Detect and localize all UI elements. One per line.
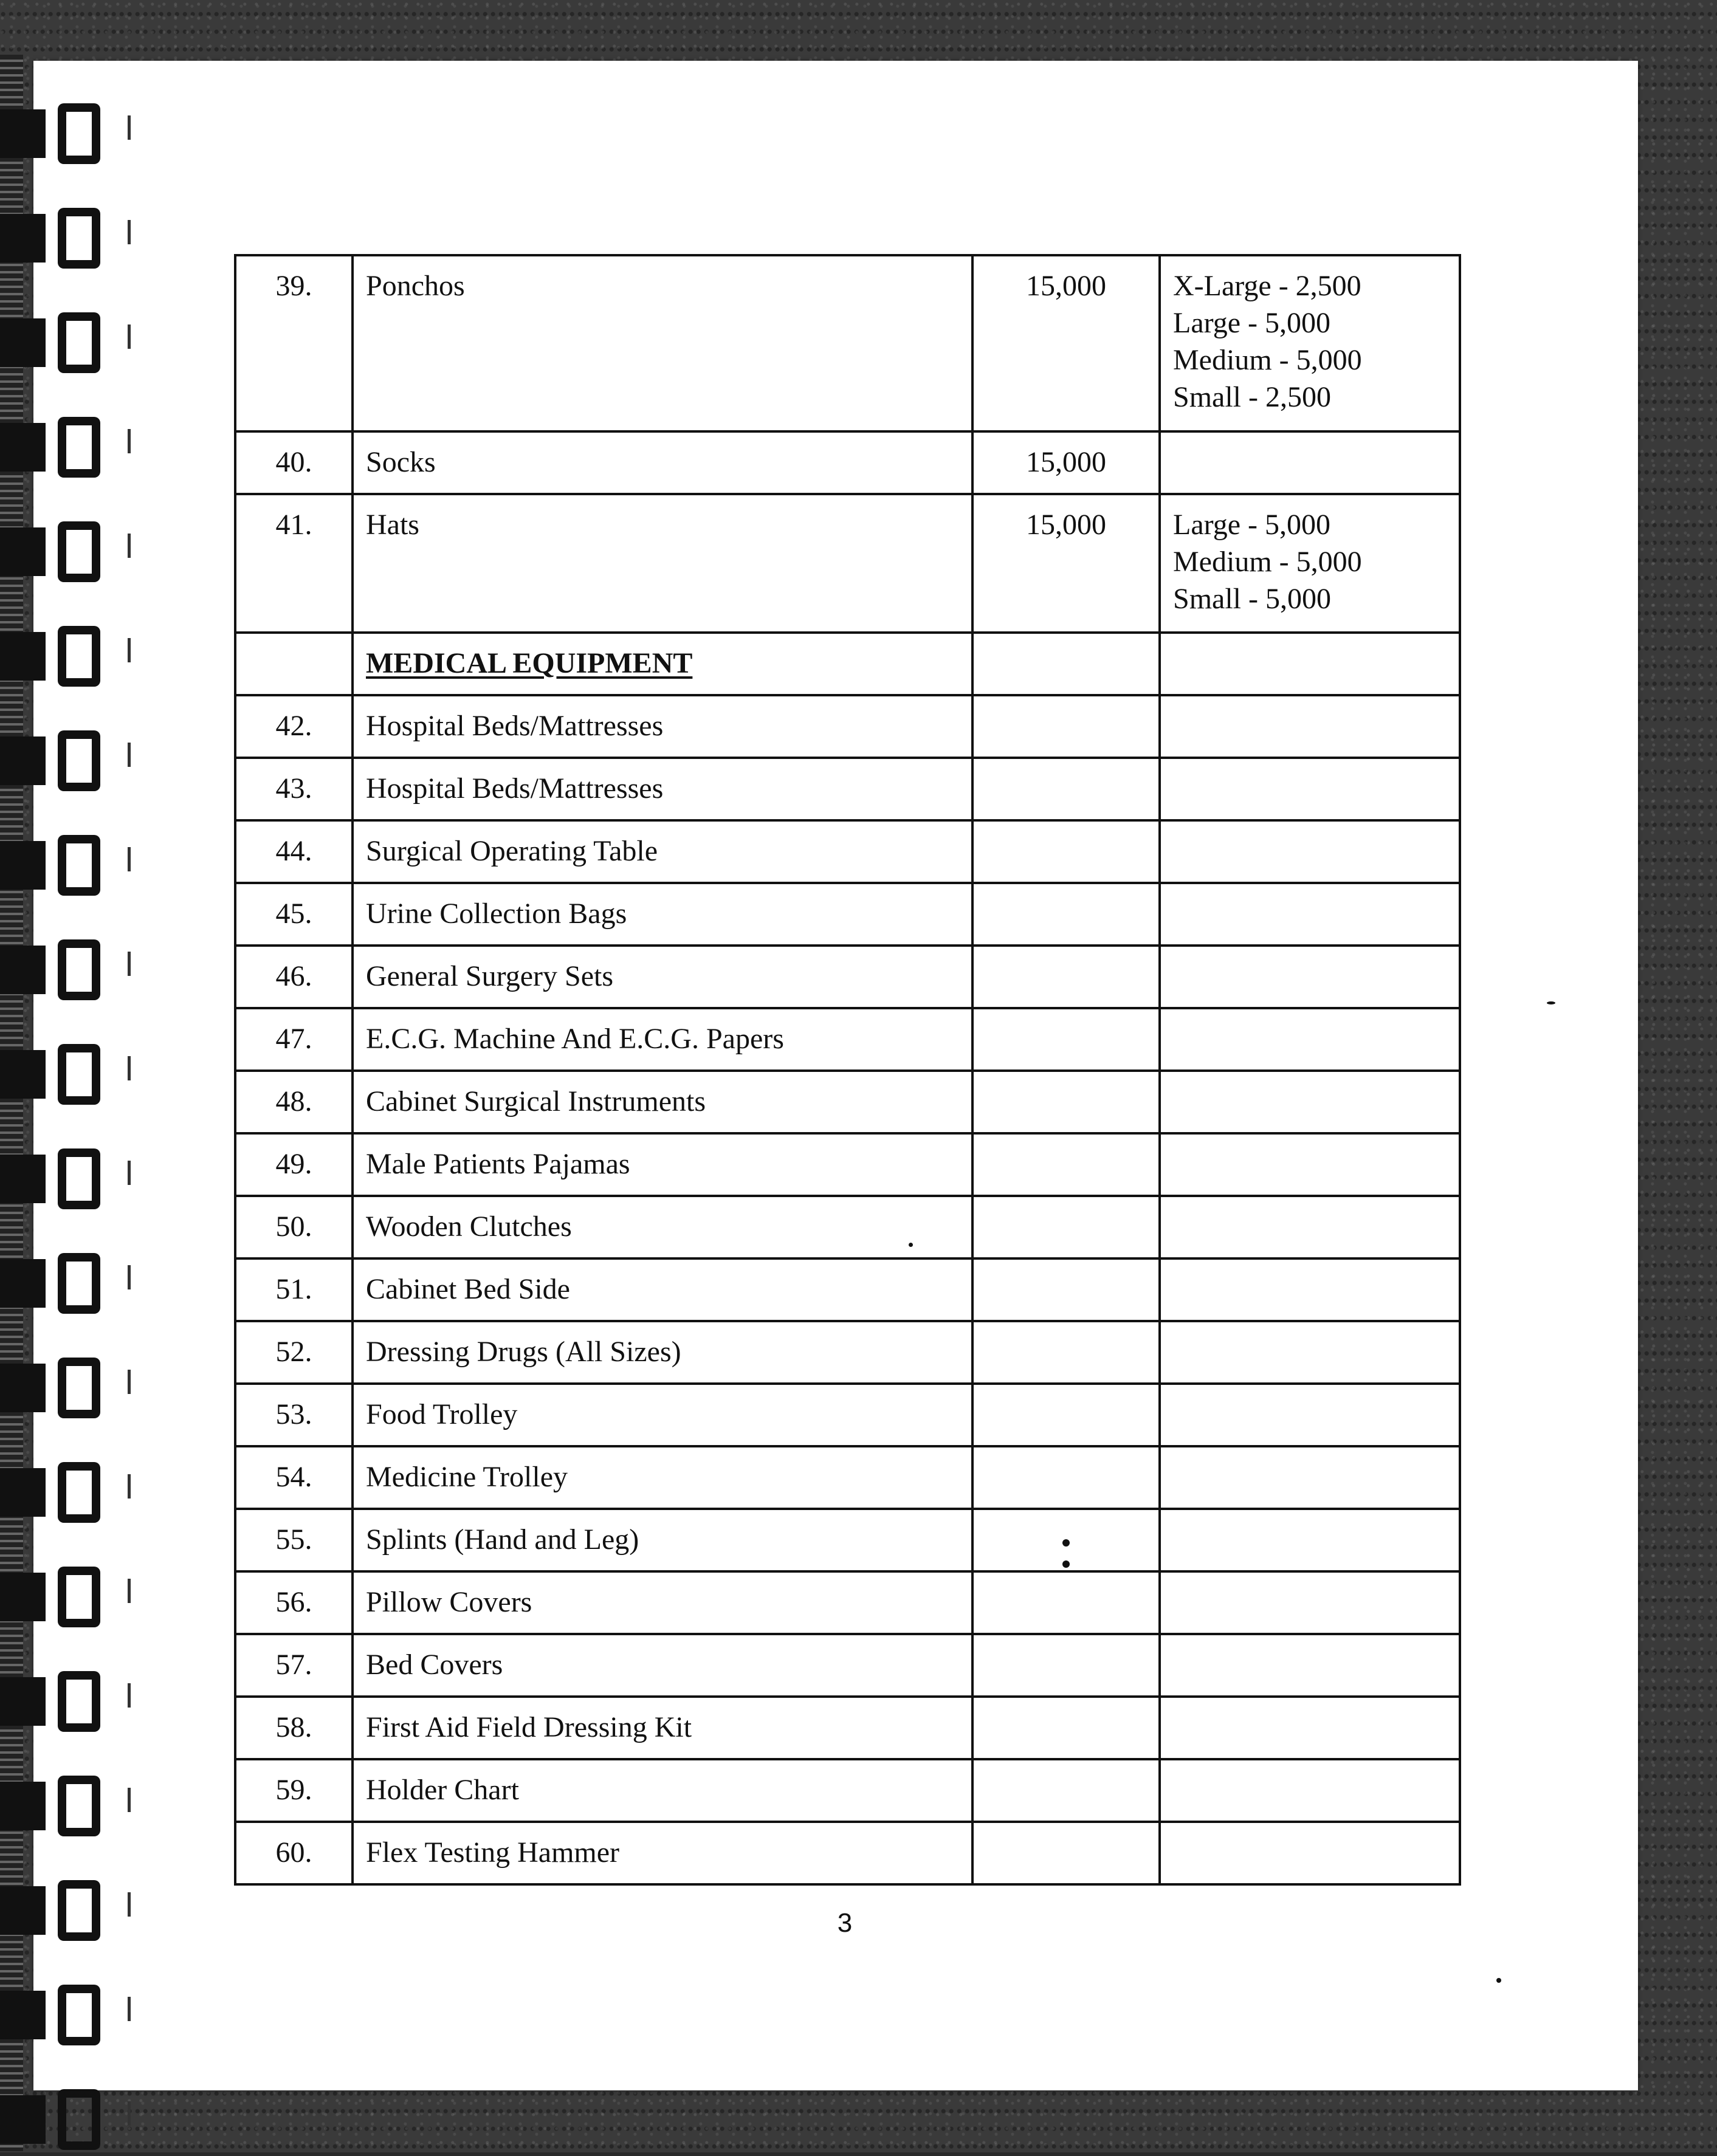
binding-coil-tick — [128, 1370, 131, 1394]
item-name: E.C.G. Machine And E.C.G. Papers — [353, 1008, 972, 1071]
binding-coil-bar — [0, 736, 46, 785]
item-name: Dressing Drugs (All Sizes) — [353, 1321, 972, 1384]
table-row — [235, 1571, 1460, 1634]
size-breakdown — [1160, 1321, 1460, 1384]
item-name: Wooden Clutches — [353, 1196, 972, 1258]
item-quantity: 15,000 — [972, 431, 1160, 494]
binding-coil-tick — [128, 1788, 131, 1812]
table-row — [235, 1634, 1460, 1697]
size-line: Small - 2,500 — [1173, 381, 1331, 413]
size-line: Small - 5,000 — [1173, 583, 1331, 615]
table-row — [235, 1697, 1460, 1759]
empty-cell — [972, 633, 1160, 695]
binding-coil-tick — [128, 743, 131, 767]
item-name: Male Patients Pajamas — [353, 1133, 972, 1196]
empty-cell — [235, 633, 353, 695]
item-quantity — [972, 1133, 1160, 1196]
size-breakdown — [1160, 255, 1460, 431]
binding-coil-tick — [128, 847, 131, 871]
inventory-table-body — [235, 255, 1460, 695]
table-row — [235, 883, 1460, 946]
section-heading — [353, 633, 972, 695]
binding-coil-bar — [0, 527, 46, 576]
binding-coil-ring — [58, 1567, 100, 1627]
item-name: Pillow Covers — [353, 1571, 972, 1634]
item-name: Socks — [353, 431, 972, 494]
binding-coil — [0, 1560, 122, 1633]
item-quantity — [972, 1759, 1160, 1822]
row-number: 54. — [235, 1446, 353, 1509]
item-quantity — [972, 1321, 1160, 1384]
binding-coil-tick — [128, 1579, 131, 1603]
item-quantity — [972, 695, 1160, 758]
binding-coil — [0, 2083, 122, 2156]
item-quantity — [972, 1258, 1160, 1321]
binding-coil — [0, 306, 122, 379]
item-name: Medicine Trolley — [353, 1446, 972, 1509]
binding-coil-tick — [128, 1683, 131, 1708]
size-line: Large - 5,000 — [1173, 509, 1331, 541]
item-quantity — [972, 1571, 1160, 1634]
table-row — [235, 255, 1460, 431]
binding-coil-tick — [128, 1265, 131, 1289]
size-breakdown — [1160, 1759, 1460, 1822]
binding-coil-bar — [0, 1259, 46, 1308]
item-quantity — [972, 820, 1160, 883]
binding-coil-bar — [0, 946, 46, 994]
row-number: 51. — [235, 1258, 353, 1321]
binding-coil — [0, 1142, 122, 1215]
item-name: First Aid Field Dressing Kit — [353, 1697, 972, 1759]
binding-coil — [0, 1038, 122, 1111]
size-breakdown — [1160, 1446, 1460, 1509]
binding-coil-ring — [58, 626, 100, 687]
paper-speck — [1062, 1539, 1070, 1547]
binding-coil-ring — [58, 1880, 100, 1941]
binding-coil-bar — [0, 1677, 46, 1726]
binding-coil-ring — [58, 1358, 100, 1418]
binding-coil-tick — [128, 638, 131, 662]
binding-coil-ring — [58, 2089, 100, 2150]
table-row — [235, 1384, 1460, 1446]
binding-coil-bar — [0, 1050, 46, 1099]
paper-speck — [1496, 1978, 1501, 1983]
binding-coil-tick — [128, 429, 131, 453]
binding-coil — [0, 1874, 122, 1947]
binding-coil-ring — [58, 521, 100, 582]
row-number: 42. — [235, 695, 353, 758]
binding-coil-bar — [0, 318, 46, 367]
binding-coil — [0, 202, 122, 275]
table-row — [235, 1133, 1460, 1196]
binding-coil-tick — [128, 220, 131, 244]
binding-coil-bar — [0, 109, 46, 158]
binding-coil-bar — [0, 1155, 46, 1203]
binding-coil — [0, 411, 122, 484]
row-number: 43. — [235, 758, 353, 820]
row-number: 49. — [235, 1133, 353, 1196]
row-number: 44. — [235, 820, 353, 883]
medical-equipment-rows — [235, 695, 1460, 1884]
item-quantity — [972, 1071, 1160, 1133]
binding-coil-bar — [0, 1782, 46, 1830]
binding-coil — [0, 515, 122, 588]
spiral-binding — [0, 55, 140, 2151]
row-number: 47. — [235, 1008, 353, 1071]
item-name: Urine Collection Bags — [353, 883, 972, 946]
binding-coil — [0, 1247, 122, 1320]
binding-coil-tick — [128, 1997, 131, 2021]
table-row — [235, 1446, 1460, 1509]
paper-speck — [1062, 1560, 1070, 1568]
size-breakdown — [1160, 1634, 1460, 1697]
size-line: Medium - 5,000 — [1173, 344, 1362, 376]
item-quantity: 15,000 — [972, 494, 1160, 633]
binding-coil-ring — [58, 835, 100, 896]
binding-coil-bar — [0, 1468, 46, 1517]
binding-coil-bar — [0, 2095, 46, 2144]
table-row — [235, 695, 1460, 758]
item-name: Bed Covers — [353, 1634, 972, 1697]
binding-coil-tick — [128, 952, 131, 976]
binding-coil — [0, 724, 122, 797]
binding-coil-tick — [128, 1161, 131, 1185]
item-quantity — [972, 1697, 1160, 1759]
row-number: 56. — [235, 1571, 353, 1634]
table-row — [235, 1258, 1460, 1321]
size-breakdown — [1160, 494, 1460, 633]
size-breakdown — [1160, 1822, 1460, 1884]
binding-coil — [0, 1665, 122, 1738]
row-number: 52. — [235, 1321, 353, 1384]
row-number: 46. — [235, 946, 353, 1008]
size-line: Large - 5,000 — [1173, 307, 1331, 339]
binding-coil-bar — [0, 1573, 46, 1621]
size-breakdown — [1160, 1196, 1460, 1258]
binding-coil-bar — [0, 632, 46, 681]
binding-coil-ring — [58, 1776, 100, 1836]
table-row — [235, 758, 1460, 820]
binding-coil-bar — [0, 423, 46, 472]
binding-coil-ring — [58, 1044, 100, 1105]
binding-coil-ring — [58, 103, 100, 164]
row-number: 59. — [235, 1759, 353, 1822]
row-number: 57. — [235, 1634, 353, 1697]
size-breakdown — [1160, 1697, 1460, 1759]
size-line: Medium - 5,000 — [1173, 546, 1362, 578]
table-row — [235, 494, 1460, 633]
table-row — [235, 431, 1460, 494]
binding-coil-bar — [0, 1364, 46, 1412]
item-name: Cabinet Bed Side — [353, 1258, 972, 1321]
size-breakdown — [1160, 946, 1460, 1008]
size-breakdown — [1160, 883, 1460, 946]
size-breakdown — [1160, 1258, 1460, 1321]
table-row — [235, 820, 1460, 883]
binding-coil-bar — [0, 1886, 46, 1935]
binding-coil-tick — [128, 1056, 131, 1080]
item-name: Hospital Beds/Mattresses — [353, 695, 972, 758]
binding-coil — [0, 1770, 122, 1842]
row-number: 39. — [235, 255, 353, 431]
item-name: Food Trolley — [353, 1384, 972, 1446]
item-name: Holder Chart — [353, 1759, 972, 1822]
size-breakdown — [1160, 1008, 1460, 1071]
table-row — [235, 946, 1460, 1008]
item-quantity — [972, 1384, 1160, 1446]
row-number: 40. — [235, 431, 353, 494]
binding-coil-ring — [58, 312, 100, 373]
inventory-table — [234, 254, 1461, 1886]
binding-coil — [0, 829, 122, 902]
empty-cell — [1160, 633, 1460, 695]
binding-coil-ring — [58, 730, 100, 791]
section-heading-text: MEDICAL EQUIPMENT — [366, 647, 693, 679]
table-row — [235, 1071, 1460, 1133]
row-number: 55. — [235, 1509, 353, 1571]
item-name: Hats — [353, 494, 972, 633]
binding-coil-ring — [58, 417, 100, 478]
item-name: General Surgery Sets — [353, 946, 972, 1008]
binding-coil-ring — [58, 939, 100, 1000]
item-name: Cabinet Surgical Instruments — [353, 1071, 972, 1133]
item-quantity — [972, 1446, 1160, 1509]
binding-coil-tick — [128, 1474, 131, 1499]
row-number: 50. — [235, 1196, 353, 1258]
page-number: 3 — [837, 1908, 853, 1938]
binding-coil-ring — [58, 1671, 100, 1732]
size-breakdown — [1160, 1509, 1460, 1571]
row-number: 60. — [235, 1822, 353, 1884]
binding-coil-tick — [128, 324, 131, 349]
row-number: 45. — [235, 883, 353, 946]
item-quantity — [972, 1008, 1160, 1071]
row-number: 48. — [235, 1071, 353, 1133]
size-breakdown — [1160, 1133, 1460, 1196]
binding-coil-ring — [58, 1985, 100, 2045]
size-line: X-Large - 2,500 — [1173, 270, 1361, 302]
item-name: Flex Testing Hammer — [353, 1822, 972, 1884]
size-breakdown — [1160, 431, 1460, 494]
binding-coil-ring — [58, 208, 100, 269]
table-row — [235, 1008, 1460, 1071]
size-breakdown — [1160, 820, 1460, 883]
binding-coil-tick — [128, 115, 131, 140]
item-quantity: 15,000 — [972, 255, 1160, 431]
item-name: Surgical Operating Table — [353, 820, 972, 883]
item-name: Ponchos — [353, 255, 972, 431]
binding-coil-bar — [0, 841, 46, 890]
binding-coil-ring — [58, 1253, 100, 1314]
table-row — [235, 1759, 1460, 1822]
item-quantity — [972, 883, 1160, 946]
table-row — [235, 1321, 1460, 1384]
binding-coil — [0, 97, 122, 170]
binding-coil — [0, 1351, 122, 1424]
row-number: 41. — [235, 494, 353, 633]
binding-coil-ring — [58, 1148, 100, 1209]
binding-coil — [0, 1979, 122, 2051]
binding-coil — [0, 1456, 122, 1529]
row-number: 58. — [235, 1697, 353, 1759]
size-breakdown — [1160, 1071, 1460, 1133]
paper-speck — [1547, 1001, 1555, 1004]
item-name: Splints (Hand and Leg) — [353, 1509, 972, 1571]
binding-coil-ring — [58, 1462, 100, 1523]
item-quantity — [972, 758, 1160, 820]
item-quantity — [972, 1822, 1160, 1884]
item-quantity — [972, 1634, 1160, 1697]
binding-coil-tick — [128, 2101, 131, 2126]
row-number: 53. — [235, 1384, 353, 1446]
binding-coil — [0, 620, 122, 693]
table-row — [235, 1822, 1460, 1884]
paper-speck — [909, 1243, 913, 1247]
size-breakdown — [1160, 1571, 1460, 1634]
binding-coil-tick — [128, 534, 131, 558]
item-quantity — [972, 946, 1160, 1008]
item-quantity — [972, 1196, 1160, 1258]
binding-coil — [0, 933, 122, 1006]
section-heading-row — [235, 633, 1460, 695]
size-breakdown — [1160, 1384, 1460, 1446]
table-row — [235, 1196, 1460, 1258]
binding-coil-bar — [0, 214, 46, 263]
binding-coil-tick — [128, 1892, 131, 1917]
binding-coil-bar — [0, 1991, 46, 2039]
size-breakdown — [1160, 695, 1460, 758]
size-breakdown — [1160, 758, 1460, 820]
table-row — [235, 1509, 1460, 1571]
item-name: Hospital Beds/Mattresses — [353, 758, 972, 820]
